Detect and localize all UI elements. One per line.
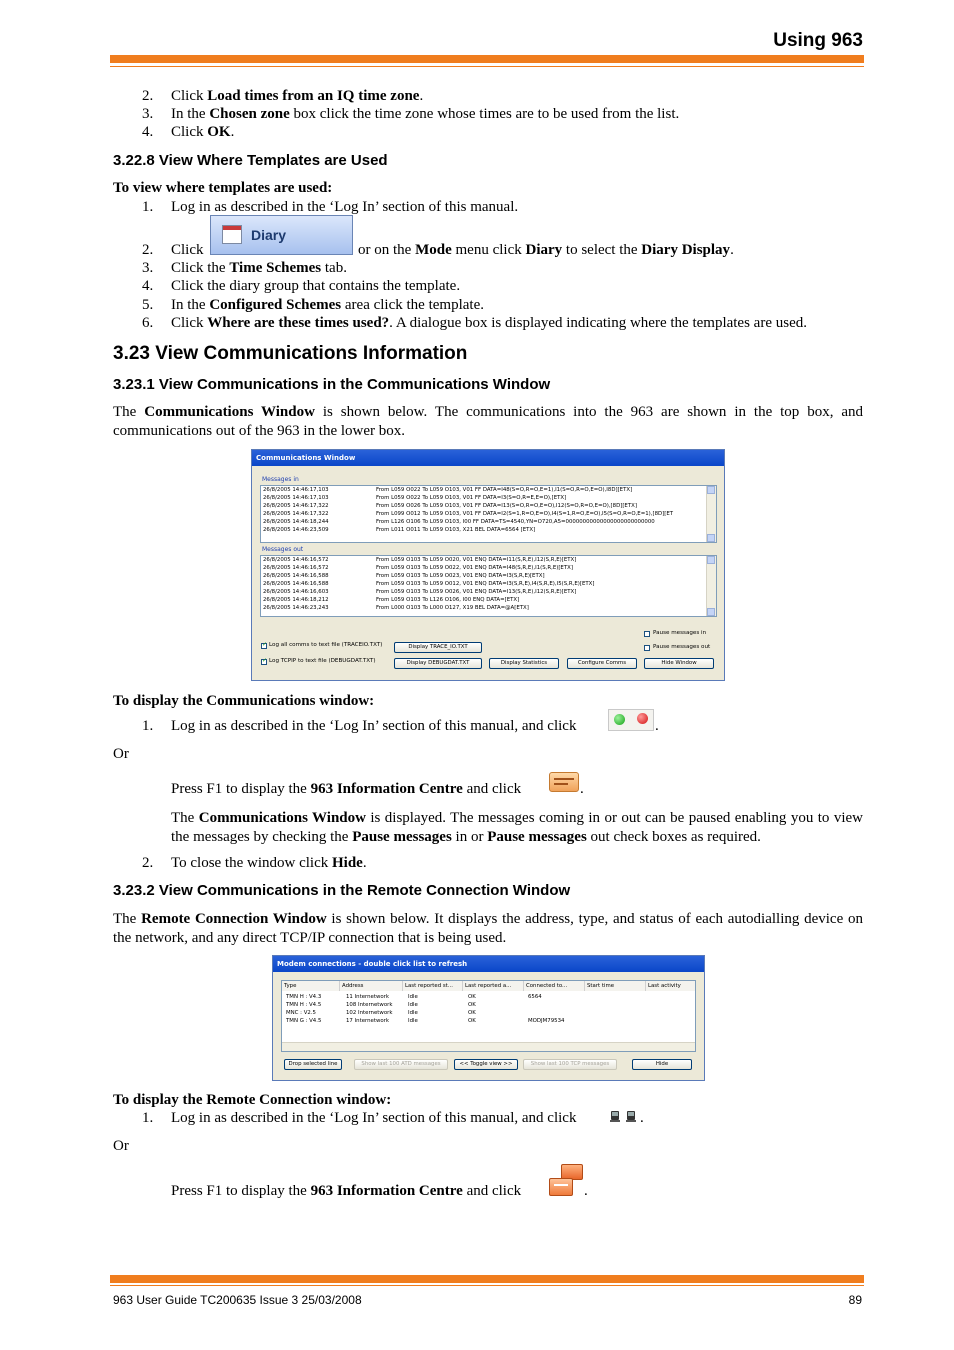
window-title: Modem connections - double click list to refresh xyxy=(273,956,704,972)
step-number: 3. xyxy=(142,106,154,122)
step-number: 2. xyxy=(142,88,154,104)
step-text: Click Load times from an IQ time zone. xyxy=(171,88,424,104)
step-number: 1. xyxy=(142,199,154,215)
messages-in-list[interactable]: 26/8/2005 14:46:17,103 From L059 O022 To L059 O103, V01 FF DATA=I48(S=O,R=O,E=1),I1(S=O,R=O,E=O),I8D][ETX] 26/8/2005 14:46:17,103 From L059 O022 To L059 O103, V01 FF DATA=I3(S=O,R=E,E=O),[ETX] 26/8/2005 14:46:17,322 From L059 O026 To L059 O103, V01 FF DATA=I13(S=O,R=O,E=O),I12(S=O,R=O,E=O),[8D][ETX] 26/8/2005 14:46:17,322 From L099 O012 To L059 O103, V01 FF DATA=I2(S=1,R=O,E=O),I4(S=1,R=O,E=O),I5(S=O,R=O,E=1),[8D][ET 26/8/2005 14:46:18,244 From L126 O106 To L059 O103, I00 FF DATA=TS=4540,YN=O720,A5=00000000000000000000000000 26/8/2005 14:46:23,509 From L011 O011 To L059 O103, X21 BEL DATA=6564 [ETX] xyxy=(260,485,717,543)
step-number: 5. xyxy=(142,297,154,313)
step-text: Log in as described in the ‘Log In’ section of this manual, and click xyxy=(171,1110,577,1126)
paragraph: The Remote Connection Window is shown below. It displays the address, type, and status of each autodialling device on the network, and any direct TCP/IP connection that is being used. xyxy=(113,911,863,946)
log-all-checkbox[interactable] xyxy=(261,643,267,649)
comms-info-icon[interactable] xyxy=(549,772,579,792)
column-header[interactable]: Start time xyxy=(585,981,646,991)
messages-out-label: Messages out xyxy=(262,546,304,553)
step-number: 2. xyxy=(142,242,154,258)
step-number: 4. xyxy=(142,278,154,294)
column-header[interactable]: Last reported a... xyxy=(463,981,524,991)
drop-selected-line-button[interactable]: Drop selected line xyxy=(284,1059,342,1070)
scrollbar[interactable] xyxy=(706,486,716,542)
header-rule-thin xyxy=(110,66,864,67)
step-text: . xyxy=(655,718,659,734)
footer-rule xyxy=(110,1275,864,1283)
step-text: . xyxy=(584,1183,588,1199)
step-number: 6. xyxy=(142,315,154,331)
log-tcpip-label: Log TCPIP to text file (DEBUGDAT.TXT) xyxy=(269,658,376,664)
step-number: 4. xyxy=(142,124,154,140)
page-header-title: Using 963 xyxy=(773,30,863,51)
header-rule xyxy=(110,55,864,63)
log-all-label: Log all comms to text file (TRACEIO.TXT) xyxy=(269,642,383,648)
pause-out-label: Pause messages out xyxy=(653,644,711,650)
section-heading-3-23-1: 3.23.1 View Communications in the Communications Window xyxy=(113,376,551,393)
modem-connections-window xyxy=(272,955,705,1081)
step-text: Click xyxy=(171,242,204,258)
pause-in-checkbox[interactable] xyxy=(644,631,650,637)
green-red-dots-icon[interactable] xyxy=(608,709,654,731)
section-heading-3-23-2: 3.23.2 View Communications in the Remote Connection Window xyxy=(113,882,571,899)
display-trace-button[interactable]: Display TRACE_IO.TXT xyxy=(394,642,482,653)
step-text: Click the diary group that contains the template. xyxy=(171,278,461,294)
display-statistics-button[interactable]: Display Statistics xyxy=(489,658,559,669)
paragraph: The Communications Window is shown below. The communications into the 963 are shown in the top box, and communications out of the 963 in the lower box. xyxy=(113,404,864,439)
communications-window xyxy=(251,449,725,681)
show-atd-messages-button[interactable]: Show last 100 ATD messages xyxy=(354,1059,448,1070)
paragraph: The Communications Window is displayed. The messages coming in or out can be paused enabling you to view the messages by checking the Pause messages in or Pause messages out check boxes as required. xyxy=(171,810,863,845)
step-text: or on the Mode menu click Diary to select the Diary Display. xyxy=(358,242,734,258)
procedure-intro: To view where templates are used: xyxy=(113,180,333,196)
toggle-view-button[interactable]: << Toggle view >> xyxy=(454,1059,518,1070)
step-text: In the Configured Schemes area click the template. xyxy=(171,297,484,313)
or-text: Or xyxy=(113,746,129,762)
step-text: . xyxy=(640,1110,644,1126)
step-text: Log in as described in the ‘Log In’ section of this manual, and click xyxy=(171,718,577,734)
step-number: 3. xyxy=(142,260,154,276)
modem-table[interactable]: Type Address Last reported st... Last reported a... Connected to... Start time Last activity TMN H : V4.3 11 Internetwork Idle OK 6564 TMN H : V4.5 108 Internetwork Idle OK MNC : V2.5 102 Internetwork Idle OK TMN G : V4.5 17 Internetwork Idle OK MODJM79534 xyxy=(281,980,696,1052)
calendar-icon xyxy=(222,225,242,244)
step-text: Log in as described in the ‘Log In’ section of this manual. xyxy=(171,199,519,215)
footer-doc-info: 963 User Guide TC200635 Issue 3 25/03/2008 xyxy=(113,1293,362,1307)
section-heading-3-22-8: 3.22.8 View Where Templates are Used xyxy=(113,152,388,169)
step-text: Press F1 to display the 963 Information Centre and click xyxy=(171,781,522,797)
log-tcpip-checkbox[interactable] xyxy=(261,659,267,665)
pause-out-checkbox[interactable] xyxy=(644,645,650,651)
procedure-intro: To display the Communications window: xyxy=(113,693,375,709)
pause-in-label: Pause messages in xyxy=(653,630,707,636)
window-title: Communications Window xyxy=(252,450,724,466)
column-header[interactable]: Last reported st... xyxy=(403,981,463,991)
footer-rule-thin xyxy=(110,1285,864,1286)
configure-comms-button[interactable]: Configure Comms xyxy=(567,658,637,669)
step-text: Click OK. xyxy=(171,124,235,140)
scrollbar[interactable] xyxy=(706,556,716,616)
procedure-intro: To display the Remote Connection window: xyxy=(113,1092,392,1108)
step-text: Press F1 to display the 963 Information Centre and click xyxy=(171,1183,522,1199)
column-header[interactable]: Type xyxy=(282,981,340,991)
step-text: Click the Time Schemes tab. xyxy=(171,260,347,276)
step-number: 1. xyxy=(142,1110,154,1126)
display-debug-button[interactable]: Display DEBUGDAT.TXT xyxy=(394,658,482,669)
diary-button[interactable] xyxy=(210,215,353,255)
messages-out-list[interactable]: 26/8/2005 14:46:16,572 From L059 O103 To L059 O020, V01 ENQ DATA=I11(S,R,E),I12(S,R,E)[ETX] 26/8/2005 14:46:16,572 From L059 O103 To L059 O022, V01 ENQ DATA=I48(S,R,E),I1(S,R,E)[ETX] 26/8/2005 14:46:16,588 From L059 O103 To L059 O023, V01 ENQ DATA=I3(S,R,E)[ETX] 26/8/2005 14:46:16,588 From L059 O103 To L059 O012, V01 ENQ DATA=I3(S,R,E),I4(S,R,E),I5(S,R,E)[ETX] 26/8/2005 14:46:16,603 From L059 O103 To L059 O026, V01 ENQ DATA=I13(S,R,E),I12(S,R,E)[ETX] 26/8/2005 14:46:18,212 From L059 O103 To L126 O106, I00 ENQ DATA=[ETX] 26/8/2005 14:46:23,243 From L000 O103 To L000 O127, X19 BEL DATA=@A[ETX] xyxy=(260,555,717,617)
section-heading-3-23: 3.23 View Communications Information xyxy=(113,343,468,364)
step-number: 1. xyxy=(142,718,154,734)
step-text: To close the window click Hide. xyxy=(171,855,367,871)
step-text: . xyxy=(580,781,584,797)
column-header[interactable]: Last activity xyxy=(646,981,696,991)
step-text: Click Where are these times used?. A dialogue box is displayed indicating where the templates are used. xyxy=(171,315,807,331)
column-header[interactable]: Address xyxy=(340,981,403,991)
page-number: 89 xyxy=(848,1293,862,1307)
hide-window-button[interactable]: Hide Window xyxy=(644,658,714,669)
horizontal-scrollbar[interactable] xyxy=(282,1042,695,1051)
step-text: In the Chosen zone box click the time zone whose times are to be used from the list. xyxy=(171,106,680,122)
or-text: Or xyxy=(113,1138,129,1154)
column-header[interactable]: Connected to... xyxy=(524,981,585,991)
hide-button[interactable]: Hide xyxy=(632,1059,692,1070)
messages-in-label: Messages in xyxy=(262,476,299,483)
diary-button-label: Diary xyxy=(251,227,287,243)
step-number: 2. xyxy=(142,855,154,871)
modem-info-icon[interactable] xyxy=(549,1164,585,1198)
show-tcp-messages-button[interactable]: Show last 100 TCP messages xyxy=(523,1059,617,1070)
computers-icon[interactable] xyxy=(610,1110,640,1124)
